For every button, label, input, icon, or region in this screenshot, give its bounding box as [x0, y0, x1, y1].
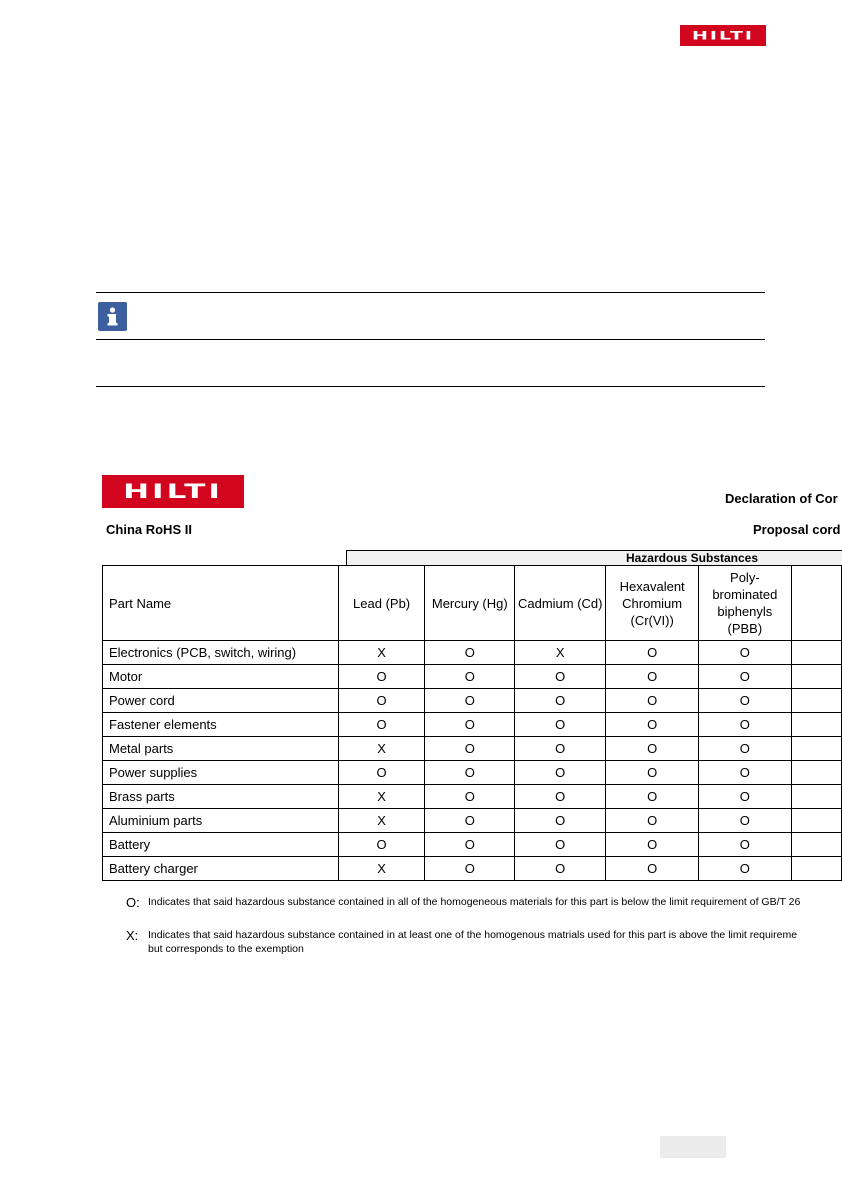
- cutoff-cell: [791, 809, 841, 833]
- part-name-cell: Brass parts: [103, 785, 339, 809]
- china-rohs-label: China RoHS II: [106, 522, 192, 537]
- rohs-table: [102, 565, 842, 881]
- legend-x: [0, 928, 842, 958]
- note-top-divider: [96, 292, 765, 293]
- cutoff-cell: [791, 689, 841, 713]
- value-cell: O: [338, 713, 425, 737]
- part-name-cell: Electronics (PCB, switch, wiring): [103, 641, 339, 665]
- col-header-pbb: Poly- brominated biphenyls (PBB): [699, 566, 792, 641]
- proposal-label: Proposal cord: [753, 522, 841, 537]
- value-cell: O: [338, 833, 425, 857]
- part-name-cell: Battery: [103, 833, 339, 857]
- cutoff-cell: [791, 857, 841, 881]
- part-name-cell: Power supplies: [103, 761, 339, 785]
- value-cell: O: [515, 809, 606, 833]
- value-cell: O: [699, 665, 792, 689]
- value-cell: O: [515, 761, 606, 785]
- value-cell: O: [606, 713, 699, 737]
- value-cell: O: [606, 833, 699, 857]
- value-cell: O: [515, 713, 606, 737]
- legend-x-symbol: X:: [126, 928, 139, 943]
- table-row: [103, 761, 842, 785]
- part-name-cell: Power cord: [103, 689, 339, 713]
- table-header-row: [103, 566, 842, 641]
- value-cell: O: [515, 689, 606, 713]
- value-cell: O: [606, 761, 699, 785]
- value-cell: O: [699, 761, 792, 785]
- declaration-hilti-logo: [102, 475, 244, 508]
- value-cell: O: [425, 713, 515, 737]
- col-header-cutoff: [791, 566, 841, 641]
- value-cell: O: [606, 737, 699, 761]
- table-row: [103, 737, 842, 761]
- table-row: [103, 809, 842, 833]
- hazardous-substances-header: [346, 550, 842, 566]
- value-cell: O: [425, 785, 515, 809]
- legend-o-text: Indicates that said hazardous substance contained in all of the homogeneous materials for this part is below the limit requirement of GB/T 26: [148, 896, 801, 908]
- cutoff-cell: [791, 641, 841, 665]
- value-cell: O: [425, 761, 515, 785]
- table-row: [103, 857, 842, 881]
- cutoff-cell: [791, 833, 841, 857]
- cutoff-cell: [791, 785, 841, 809]
- value-cell: X: [338, 857, 425, 881]
- hilti-logo-text: HILTI: [692, 28, 754, 43]
- cutoff-cell: [791, 665, 841, 689]
- value-cell: O: [699, 785, 792, 809]
- value-cell: O: [425, 737, 515, 761]
- value-cell: O: [606, 857, 699, 881]
- table-row: [103, 689, 842, 713]
- table-row: [103, 785, 842, 809]
- cutoff-cell: [791, 737, 841, 761]
- part-name-cell: Aluminium parts: [103, 809, 339, 833]
- part-name-cell: Fastener elements: [103, 713, 339, 737]
- declaration-title: Declaration of Cor: [725, 491, 838, 506]
- legend-x-text-line2: but corresponds to the exemption: [148, 943, 304, 955]
- value-cell: O: [606, 809, 699, 833]
- note-bottom-divider: [96, 386, 765, 387]
- value-cell: O: [425, 857, 515, 881]
- value-cell: O: [606, 689, 699, 713]
- value-cell: O: [699, 809, 792, 833]
- declaration-logo-text: HILTI: [123, 480, 223, 503]
- value-cell: O: [515, 857, 606, 881]
- value-cell: O: [699, 737, 792, 761]
- legend-o-symbol: O:: [126, 895, 140, 910]
- part-name-cell: Metal parts: [103, 737, 339, 761]
- col-header-part-name: Part Name: [103, 566, 339, 641]
- value-cell: O: [425, 641, 515, 665]
- note-middle-divider: [96, 339, 765, 340]
- table-row: [103, 713, 842, 737]
- table-row: [103, 665, 842, 689]
- value-cell: O: [425, 809, 515, 833]
- legend-o: [0, 895, 842, 915]
- part-name-cell: Motor: [103, 665, 339, 689]
- value-cell: X: [338, 641, 425, 665]
- value-cell: O: [606, 665, 699, 689]
- value-cell: O: [606, 785, 699, 809]
- value-cell: X: [338, 809, 425, 833]
- col-header-cadmium: Cadmium (Cd): [515, 566, 606, 641]
- value-cell: O: [515, 785, 606, 809]
- part-name-cell: Battery charger: [103, 857, 339, 881]
- value-cell: O: [338, 689, 425, 713]
- value-cell: O: [338, 665, 425, 689]
- value-cell: O: [699, 641, 792, 665]
- info-icon: [98, 302, 127, 331]
- value-cell: X: [338, 737, 425, 761]
- value-cell: O: [338, 761, 425, 785]
- value-cell: X: [515, 641, 606, 665]
- value-cell: O: [425, 689, 515, 713]
- col-header-mercury: Mercury (Hg): [425, 566, 515, 641]
- table-row: [103, 641, 842, 665]
- col-header-lead: Lead (Pb): [338, 566, 425, 641]
- table-row: [103, 833, 842, 857]
- value-cell: O: [515, 833, 606, 857]
- cutoff-cell: [791, 713, 841, 737]
- value-cell: O: [515, 737, 606, 761]
- value-cell: O: [515, 665, 606, 689]
- value-cell: O: [699, 833, 792, 857]
- legend-x-text-line1: Indicates that said hazardous substance contained in at least one of the homogenous matrials used for this part is above the limit requireme: [148, 929, 798, 941]
- value-cell: O: [699, 689, 792, 713]
- value-cell: O: [699, 713, 792, 737]
- value-cell: O: [425, 833, 515, 857]
- value-cell: O: [606, 641, 699, 665]
- value-cell: O: [699, 857, 792, 881]
- value-cell: X: [338, 785, 425, 809]
- col-header-hexavalent-chromium: Hexavalent Chromium (Cr(VI)): [606, 566, 699, 641]
- cutoff-cell: [791, 761, 841, 785]
- page-number-box: [660, 1136, 726, 1158]
- hazardous-substances-label: Hazardous Substances: [625, 551, 759, 565]
- hilti-logo: [680, 25, 766, 46]
- value-cell: O: [425, 665, 515, 689]
